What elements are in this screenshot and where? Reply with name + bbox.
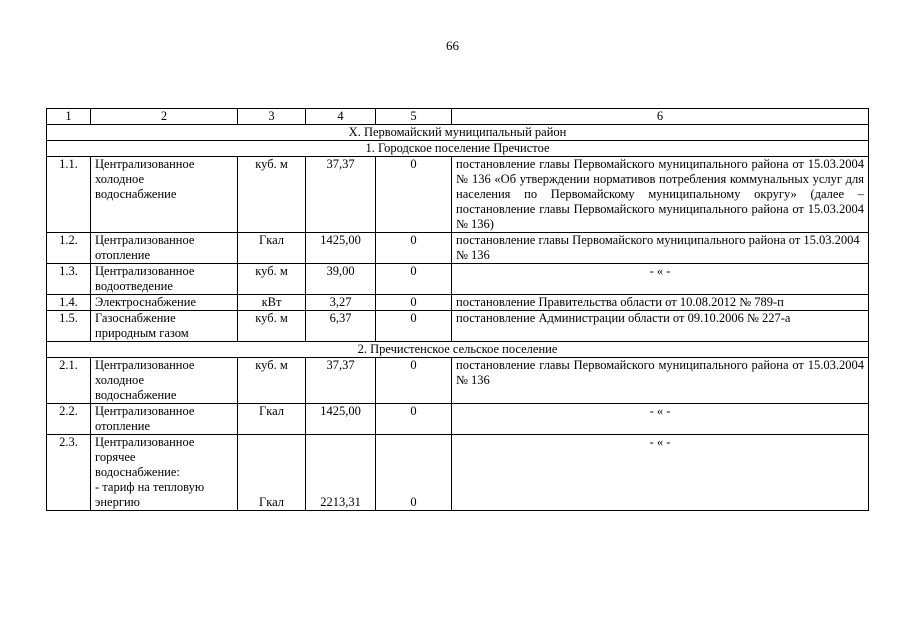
legal-basis: постановление главы Первомайского муниципального района от 15.03.2004 № 136 <box>452 233 869 264</box>
table-row <box>47 404 869 435</box>
section-title: 1. Городское поселение Пречистое <box>47 141 869 157</box>
unit: Гкал <box>238 435 306 511</box>
page-number: 66 <box>446 38 459 53</box>
legal-basis: - « - <box>452 435 869 511</box>
row-number: 1.5. <box>47 311 91 342</box>
section-row <box>47 141 869 157</box>
column-header: 6 <box>452 109 869 125</box>
service-name: Централизованное горячее водоснабжение: - тариф на тепловую энергию <box>91 435 238 511</box>
service-name: Централизованное отопление <box>91 404 238 435</box>
table-row <box>47 311 869 342</box>
row-number: 2.1. <box>47 358 91 404</box>
row-number: 1.4. <box>47 295 91 311</box>
column-header: 5 <box>376 109 452 125</box>
legal-basis: - « - <box>452 404 869 435</box>
district-row <box>47 125 869 141</box>
column5-value: 0 <box>376 404 452 435</box>
row-number: 1.2. <box>47 233 91 264</box>
service-name: Электроснабжение <box>91 295 238 311</box>
tariff-value: 6,37 <box>306 311 376 342</box>
table-row <box>47 435 869 511</box>
column5-value: 0 <box>376 157 452 233</box>
service-name: Централизованное отопление <box>91 233 238 264</box>
tariff-value: 37,37 <box>306 358 376 404</box>
table-row <box>47 295 869 311</box>
service-name: Централизованное холодное водоснабжение <box>91 157 238 233</box>
row-number: 1.1. <box>47 157 91 233</box>
legal-basis: постановление главы Первомайского муниципального района от 15.03.2004 № 136 <box>452 358 869 404</box>
row-number: 2.2. <box>47 404 91 435</box>
column-header: 3 <box>238 109 306 125</box>
unit: куб. м <box>238 358 306 404</box>
column5-value: 0 <box>376 311 452 342</box>
service-name: Централизованное холодное водоснабжение <box>91 358 238 404</box>
column-header: 1 <box>47 109 91 125</box>
table-row <box>47 157 869 233</box>
unit: Гкал <box>238 404 306 435</box>
legal-basis: - « - <box>452 264 869 295</box>
column5-value: 0 <box>376 435 452 511</box>
legal-basis: постановление Администрации области от 09.10.2006 № 227-а <box>452 311 869 342</box>
tariff-value: 1425,00 <box>306 404 376 435</box>
service-name: Централизованное водоотведение <box>91 264 238 295</box>
column5-value: 0 <box>376 358 452 404</box>
tariff-value: 39,00 <box>306 264 376 295</box>
column5-value: 0 <box>376 295 452 311</box>
column5-value: 0 <box>376 264 452 295</box>
column-header: 2 <box>91 109 238 125</box>
column-number-row <box>47 109 869 125</box>
table-row <box>47 233 869 264</box>
tariff-value: 2213,31 <box>306 435 376 511</box>
service-name: Газоснабжение природным газом <box>91 311 238 342</box>
tariff-value: 1425,00 <box>306 233 376 264</box>
table-row <box>47 264 869 295</box>
table-row <box>47 358 869 404</box>
unit: Гкал <box>238 233 306 264</box>
section-title: 2. Пречистенское сельское поселение <box>47 342 869 358</box>
unit: куб. м <box>238 311 306 342</box>
section-row <box>47 342 869 358</box>
tariff-value: 37,37 <box>306 157 376 233</box>
legal-basis: постановление Правительства области от 10.08.2012 № 789-п <box>452 295 869 311</box>
unit: кВт <box>238 295 306 311</box>
column5-value: 0 <box>376 233 452 264</box>
unit: куб. м <box>238 264 306 295</box>
column-header: 4 <box>306 109 376 125</box>
tariff-value: 3,27 <box>306 295 376 311</box>
tariff-table <box>46 108 869 511</box>
legal-basis: постановление главы Первомайского муниципального района от 15.03.2004 № 136 «Об утверждении нормативов потребления коммунальных услуг для населения по Первомайскому муниципальному округу» (далее – постановление главы Первомайского муниципального района от 15.03.2004 № 136) <box>452 157 869 233</box>
row-number: 1.3. <box>47 264 91 295</box>
district-title: X. Первомайский муниципальный район <box>47 125 869 141</box>
row-number: 2.3. <box>47 435 91 511</box>
unit: куб. м <box>238 157 306 233</box>
